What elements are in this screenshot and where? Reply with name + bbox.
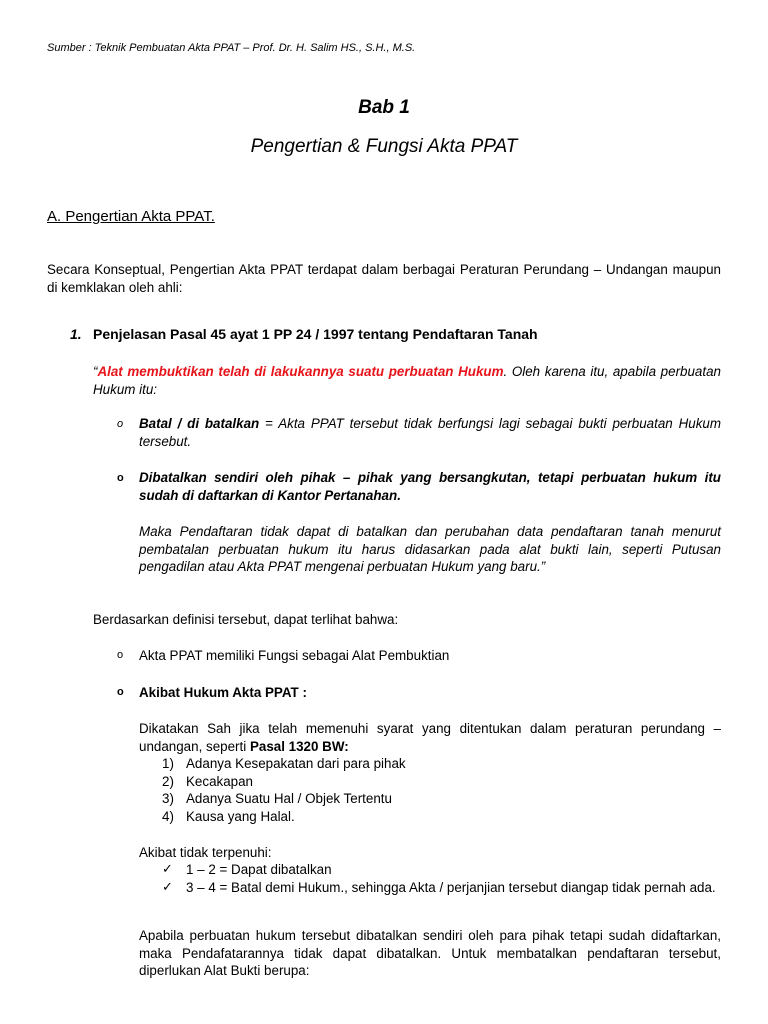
quote-rest: . Oleh karena itu, apabila perbuatan Hukum itu: [93, 364, 721, 397]
conditions-list [162, 755, 406, 825]
list-text: Kecakapan [186, 773, 254, 789]
list-text: Adanya Kesepakatan dari para pihak [186, 756, 406, 771]
list-item [162, 808, 406, 826]
quote-open: “ [93, 364, 98, 379]
final-paragraph: Apabila perbuatan hukum tersebut dibatalkan sendiri oleh para pihak tetapi sudah didaftarkan, maka Pendafatarannya tidak dapat dibatalkan. Untuk membatalkan pendaftaran tersebut, diperlukan Alat Bukti berupa: [139, 928, 721, 978]
based-on-text: Berdasarkan definisi tersebut, dapat terlihat bahwa: [93, 612, 399, 627]
list-item [162, 755, 406, 773]
quote-paragraph [93, 363, 721, 398]
source-citation: Sumber : Teknik Pembuatan Akta PPAT – Prof. Dr. H. Salim HS., S.H., M.S. [47, 42, 416, 54]
item-number-1: 1. [70, 326, 82, 342]
unfulfilled-label: Akibat tidak terpenuhi: [139, 845, 272, 860]
list-item [162, 773, 406, 791]
quote-highlight: Alat membuktikan telah di lakukannya suatu perbuatan Hukum [97, 364, 504, 379]
bullet-marker: o [117, 686, 124, 698]
valid-text: Dikatakan Sah jika telah memenuhi syarat yang ditentukan dalam peraturan perundang – undangan, seperti [139, 721, 721, 754]
list-number: 2) [162, 773, 174, 789]
check-icon: ✓ [162, 861, 173, 876]
list-item [162, 790, 406, 808]
bullet-marker: o [117, 649, 124, 661]
check-icon: ✓ [162, 879, 173, 894]
unfulfilled-item-1: 1 – 2 = Dapat dibatalkan [186, 862, 332, 877]
page-title: Pengertian & Fungsi Akta PPAT [250, 136, 518, 157]
list-number: 1) [162, 756, 174, 771]
list-text: Adanya Suatu Hal / Objek Tertentu [186, 791, 392, 806]
valid-bold: Pasal 1320 BW: [249, 738, 349, 754]
bullet-batal-text: = Akta PPAT tersebut tidak berfungsi lagi sebagai bukti perbuatan Hukum tersebut. [139, 416, 721, 449]
valid-paragraph [139, 720, 721, 755]
item-heading-1: Penjelasan Pasal 45 ayat 1 PP 24 / 1997 tentang Pendaftaran Tanah [93, 326, 538, 342]
bullet-fungsi: Akta PPAT memiliki Fungsi sebagai Alat Pembuktian [139, 648, 450, 663]
bullet-marker: o [117, 472, 124, 484]
bullet-batal-bold: Batal / di batalkan [139, 416, 260, 431]
intro-paragraph: Secara Konseptual, Pengertian Akta PPAT terdapat dalam berbagai Peraturan Perundang – Undangan maupun di kemklakan oleh ahli: [47, 262, 721, 295]
bullet-marker: o [117, 418, 124, 430]
conclusion-quote: Maka Pendaftaran tidak dapat di batalkan dan perubahan data pendaftaran tanah menurut pembatalan perbuatan hukum itu harus didasarkan pada alat bukti lain, seperti Putusan pengadilan atau Akta PPAT mengenai perbuatan Hukum yang baru.” [139, 524, 721, 574]
list-number: 4) [162, 808, 174, 824]
section-heading-a: A. Pengertian Akta PPAT. [47, 208, 215, 225]
unfulfilled-item-2: 3 – 4 = Batal demi Hukum., sehingga Akta / perjanjian tersebut diangap tidak pernah ada. [186, 880, 716, 895]
bullet-dibatalkan: Dibatalkan sendiri oleh pihak – pihak yang bersangkutan, tetapi perbuatan hukum itu sudah di daftarkan di Kantor Pertanahan. [139, 470, 721, 503]
bullet-batal [139, 415, 721, 450]
list-text: Kausa yang Halal. [186, 808, 295, 824]
bullet-akibat-hukum: Akibat Hukum Akta PPAT : [139, 685, 307, 700]
chapter-heading: Bab 1 [358, 97, 410, 118]
list-number: 3) [162, 791, 174, 806]
